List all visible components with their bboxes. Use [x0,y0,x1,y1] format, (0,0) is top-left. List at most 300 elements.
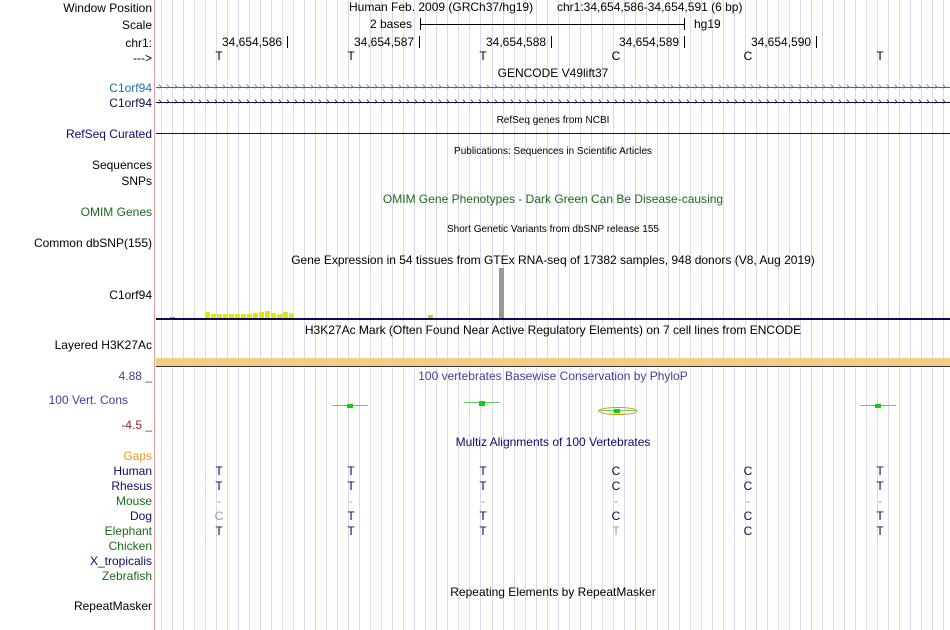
dbsnp-track-title: Short Genetic Variants from dbSNP release 155 [447,224,659,235]
strand-arrow-icon: › [806,81,810,92]
strand-arrow-icon: › [726,96,730,107]
strand-arrow-icon: › [414,96,418,107]
strand-arrow-icon: › [246,96,250,107]
strand-arrow-icon: › [902,81,906,92]
strand-arrow-icon: › [254,96,258,107]
strand-arrow-icon: › [750,96,754,107]
strand-arrow-icon: › [846,96,850,107]
gencode-track-title: GENCODE V49lift37 [497,66,609,80]
omim-track-label[interactable]: OMIM Genes [80,205,152,219]
strand-arrow-icon: › [822,81,826,92]
grid-line [436,0,437,630]
grid-line [646,0,650,630]
gtex-bar[interactable] [499,268,504,318]
multiz-base: - [746,494,750,508]
strand-arrow-icon: › [598,96,602,107]
strand-arrow-icon: › [550,81,554,92]
strand-arrow-icon: › [366,81,370,92]
grid-line [789,0,790,630]
publications-track-title: Publications: Sequences in Scientific Articles [454,146,652,157]
strand-arrow-icon: › [294,81,298,92]
strand-arrow-icon: › [758,81,762,92]
strand-arrow-icon: › [774,81,778,92]
multiz-base: - [217,494,221,508]
strand-arrow-icon: › [894,96,898,107]
strand-arrow-icon: › [918,81,922,92]
strand-arrow-icon: › [454,81,458,92]
scale-text: 2 bases [370,17,413,31]
strand-arrow-icon: › [214,81,218,92]
strand-arrow-icon: › [326,81,330,92]
strand-arrow-icon: › [758,96,762,107]
strand-arrow-icon: › [254,81,258,92]
strand-arrow-icon: › [182,81,186,92]
phylop-track-label[interactable]: 100 Vert. Cons [48,393,128,407]
reference-base: T [347,49,355,63]
strand-arrow-icon: › [614,96,618,107]
grid-line [921,0,922,630]
multiz-base: - [614,494,618,508]
strand-arrow-icon: › [718,81,722,92]
phylop-score-mark[interactable] [347,404,353,408]
strand-arrow-icon: › [430,96,434,107]
grid-line [767,0,768,630]
coordinate-tick [419,36,420,48]
grid-line [304,0,305,630]
strand-arrow-icon: › [678,81,682,92]
track-left-border [154,0,155,630]
multiz-base: T [876,479,884,493]
strand-arrow-icon: › [246,81,250,92]
strand-arrow-icon: › [190,96,194,107]
coordinate-tick [551,36,552,48]
strand-arrow-icon: › [422,96,426,107]
strand-arrow-icon: › [646,81,650,92]
grid-line [392,0,393,630]
strand-arrow-icon: › [438,96,442,107]
coordinate-label: 34,654,588 [486,35,547,49]
grid-line [326,0,330,630]
strand-arrow-icon: › [630,96,634,107]
strand-arrow-icon: › [926,81,930,92]
strand-arrow-icon: › [654,81,658,92]
refseq-track-label[interactable]: RefSeq Curated [65,127,152,141]
strand-arrow-icon: › [158,96,162,107]
phylop-negative-outline [598,407,638,415]
strand-arrow-icon: › [534,96,538,107]
strand-arrow-icon: › [878,81,882,92]
strand-arrow-icon: › [814,96,818,107]
window-position-label: Window Position [63,1,152,15]
strand-arrow-icon: › [526,81,530,92]
grid-line [899,0,900,630]
strand-arrow-icon: › [470,96,474,107]
strand-arrow-icon: › [718,96,722,107]
multiz-base: C [743,464,753,478]
multiz-base: T [876,524,884,538]
grid-line [668,0,669,630]
grid-line [635,0,636,630]
strand-arrow-icon: › [390,96,394,107]
grid-line [558,0,562,630]
strand-arrow-icon: › [334,81,338,92]
multiz-base: C [743,509,753,523]
grid-line [866,0,867,630]
strand-label: ---> [133,51,152,65]
strand-arrow-icon: › [862,96,866,107]
strand-arrow-icon: › [894,81,898,92]
strand-arrow-icon: › [438,81,442,92]
reference-base: T [479,49,487,63]
multiz-base: - [349,494,353,508]
strand-arrow-icon: › [358,96,362,107]
strand-arrow-icon: › [598,81,602,92]
strand-arrow-icon: › [486,96,490,107]
grid-line [844,0,845,630]
grid-line [943,0,944,630]
strand-arrow-icon: › [318,96,322,107]
phylop-score-mark[interactable] [479,401,485,406]
strand-arrow-icon: › [590,81,594,92]
grid-line [525,0,526,630]
strand-arrow-icon: › [446,96,450,107]
strand-arrow-icon: › [574,81,578,92]
coordinate-tick [684,36,685,48]
reference-base: T [876,49,884,63]
grid-line [370,0,371,630]
multiz-base: C [214,509,224,523]
strand-arrow-icon: › [870,81,874,92]
grid-line [315,0,316,630]
strand-arrow-icon: › [838,96,842,107]
strand-arrow-icon: › [910,81,914,92]
strand-arrow-icon: › [190,81,194,92]
strand-arrow-icon: › [318,81,322,92]
strand-arrow-icon: › [230,81,234,92]
strand-arrow-icon: › [270,96,274,107]
strand-arrow-icon: › [198,81,202,92]
multiz-species-label[interactable]: Dog [129,509,152,523]
multiz-base: T [215,464,223,478]
strand-arrow-icon: › [726,81,730,92]
strand-arrow-icon: › [838,81,842,92]
multiz-species-label[interactable]: X_tropicalis [89,554,152,568]
position-range: chr1:34,654,586-34,654,591 (6 bp) [557,0,743,14]
strand-arrow-icon: › [310,96,314,107]
multiz-base: T [612,524,620,538]
gtex-track-label[interactable]: C1orf94 [109,288,152,302]
strand-arrow-icon: › [926,96,930,107]
grid-line [855,0,856,630]
omim-track-title: OMIM Gene Phenotypes - Dark Green Can Be Disease-causing [382,192,724,206]
gencode-transcript-2[interactable] [156,96,950,107]
strand-arrow-icon: › [286,96,290,107]
strand-arrow-icon: › [390,81,394,92]
strand-arrow-icon: › [478,96,482,107]
strand-arrow-icon: › [502,81,506,92]
h3k27ac-baseline [156,366,950,367]
strand-arrow-icon: › [510,81,514,92]
strand-arrow-icon: › [302,96,306,107]
strand-arrow-icon: › [206,96,210,107]
strand-arrow-icon: › [694,81,698,92]
strand-arrow-icon: › [478,81,482,92]
grid-line [359,0,360,630]
strand-arrow-icon: › [462,96,466,107]
strand-arrow-icon: › [782,96,786,107]
strand-arrow-icon: › [942,81,946,92]
grid-line [591,0,592,630]
multiz-species-label[interactable]: Rhesus [111,479,152,493]
chrom-label: chr1: [125,36,152,50]
coordinate-label: 34,654,587 [354,35,415,49]
multiz-base: T [876,509,884,523]
strand-arrow-icon: › [446,81,450,92]
strand-arrow-icon: › [414,81,418,92]
strand-arrow-icon: › [526,96,530,107]
grid-line [172,0,173,630]
grid-line [723,0,724,630]
strand-arrow-icon: › [398,96,402,107]
strand-arrow-icon: › [286,81,290,92]
strand-arrow-icon: › [406,81,410,92]
gtex-track-title: Gene Expression in 54 tissues from GTEx RNA-seq of 17382 samples, 948 donors (V8, Aug 2019) [291,253,815,267]
coordinate-tick [287,36,288,48]
dbsnp-track-label[interactable]: Common dbSNP(155) [33,236,152,250]
refseq-gene-line[interactable] [156,133,950,134]
h3k27ac-track-label[interactable]: Layered H3K27Ac [54,338,152,352]
scale-label: Scale [121,18,152,32]
strand-arrow-icon: › [862,81,866,92]
strand-arrow-icon: › [854,96,858,107]
multiz-species-label[interactable]: Zebrafish [101,569,152,583]
gencode-transcript-1[interactable] [156,81,950,92]
strand-arrow-icon: › [742,96,746,107]
strand-arrow-icon: › [710,81,714,92]
grid-line [469,0,470,630]
coordinate-label: 34,654,589 [619,35,680,49]
strand-arrow-icon: › [702,81,706,92]
strand-arrow-icon: › [238,81,242,92]
strand-arrow-icon: › [558,81,562,92]
strand-arrow-icon: › [238,96,242,107]
strand-arrow-icon: › [686,81,690,92]
strand-arrow-icon: › [662,96,666,107]
grid-line [778,0,779,630]
strand-arrow-icon: › [326,96,330,107]
strand-arrow-icon: › [350,81,354,92]
strand-arrow-icon: › [742,81,746,92]
multiz-base: T [215,524,223,538]
grid-line [580,0,581,630]
strand-arrow-icon: › [782,81,786,92]
gencode-row-label-1[interactable]: C1orf94 [109,81,152,95]
strand-arrow-icon: › [790,96,794,107]
strand-arrow-icon: › [222,81,226,92]
strand-arrow-icon: › [566,81,570,92]
grid-line [447,0,448,630]
strand-arrow-icon: › [854,81,858,92]
strand-arrow-icon: › [662,81,666,92]
strand-arrow-icon: › [398,81,402,92]
strand-arrow-icon: › [638,96,642,107]
strand-arrow-icon: › [822,96,826,107]
assembly-title: Human Feb. 2009 (GRCh37/hg19) [349,0,534,14]
strand-arrow-icon: › [910,96,914,107]
strand-arrow-icon: › [942,96,946,107]
grid-line [888,0,889,630]
grid-line [403,0,404,630]
strand-arrow-icon: › [734,81,738,92]
strand-arrow-icon: › [454,96,458,107]
strand-arrow-icon: › [806,96,810,107]
strand-arrow-icon: › [174,96,178,107]
strand-arrow-icon: › [294,96,298,107]
grid-line [337,0,338,630]
multiz-gaps-label: Gaps [123,449,152,463]
multiz-base: T [876,464,884,478]
strand-arrow-icon: › [470,81,474,92]
strand-arrow-icon: › [374,96,378,107]
strand-arrow-icon: › [542,81,546,92]
reference-base: C [611,49,621,63]
grid-line [414,0,418,630]
grid-line [569,0,570,630]
multiz-base: T [347,524,355,538]
multiz-base: T [479,524,487,538]
strand-arrow-icon: › [606,81,610,92]
h3k27ac-signal-band[interactable] [156,358,950,366]
strand-arrow-icon: › [590,96,594,107]
strand-arrow-icon: › [214,96,218,107]
strand-arrow-icon: › [646,96,650,107]
strand-arrow-icon: › [174,81,178,92]
grid-line [161,0,162,630]
strand-arrow-icon: › [350,96,354,107]
strand-arrow-icon: › [670,81,674,92]
grid-line [657,0,658,630]
publications-sequences-label[interactable]: Sequences [91,158,152,172]
repeatmasker-track-title: Repeating Elements by RepeatMasker [450,585,656,599]
strand-arrow-icon: › [534,81,538,92]
strand-arrow-icon: › [558,96,562,107]
reference-base: T [215,49,223,63]
reference-base: C [743,49,753,63]
grid-line [756,0,757,630]
strand-arrow-icon: › [654,96,658,107]
strand-arrow-icon: › [270,81,274,92]
multiz-base: C [743,524,753,538]
strand-arrow-icon: › [182,96,186,107]
strand-arrow-icon: › [262,81,266,92]
grid-line [492,0,493,630]
strand-arrow-icon: › [766,96,770,107]
scale-db: hg19 [694,17,721,31]
strand-arrow-icon: › [886,96,890,107]
strand-arrow-icon: › [334,96,338,107]
multiz-base: C [743,479,753,493]
strand-arrow-icon: › [382,96,386,107]
strand-arrow-icon: › [222,96,226,107]
strand-arrow-icon: › [694,96,698,107]
strand-arrow-icon: › [302,81,306,92]
grid-line [734,0,738,630]
strand-arrow-icon: › [774,96,778,107]
strand-arrow-icon: › [166,96,170,107]
multiz-species-label[interactable]: Elephant [104,524,152,538]
grid-line [602,0,603,630]
strand-arrow-icon: › [406,96,410,107]
refseq-track-title: RefSeq genes from NCBI [496,115,610,126]
grid-line [547,0,548,630]
publications-snps-label[interactable]: SNPs [121,174,152,188]
strand-arrow-icon: › [790,81,794,92]
multiz-species-label[interactable]: Human [113,464,152,478]
strand-arrow-icon: › [582,81,586,92]
strand-arrow-icon: › [158,81,162,92]
strand-arrow-icon: › [382,81,386,92]
multiz-base: C [611,479,621,493]
multiz-species-label[interactable]: Mouse [115,494,152,508]
h3k27ac-track-title: H3K27Ac Mark (Often Found Near Active Regulatory Elements) on 7 cell lines from ENCODE [304,323,802,337]
strand-arrow-icon: › [798,81,802,92]
multiz-base: C [611,464,621,478]
strand-arrow-icon: › [574,96,578,107]
strand-arrow-icon: › [710,96,714,107]
strand-arrow-icon: › [374,81,378,92]
grid-line [194,0,195,630]
phylop-track-title: 100 vertebrates Basewise Conservation by PhyloP [418,369,688,383]
strand-arrow-icon: › [462,81,466,92]
gtex-baseline [156,318,950,320]
grid-line [910,0,914,630]
strand-arrow-icon: › [734,96,738,107]
gtex-bar[interactable] [265,311,270,318]
strand-arrow-icon: › [358,81,362,92]
strand-arrow-icon: › [422,81,426,92]
phylop-score-mark[interactable] [875,404,881,408]
strand-arrow-icon: › [750,81,754,92]
strand-arrow-icon: › [798,96,802,107]
strand-arrow-icon: › [918,96,922,107]
multiz-base: T [479,509,487,523]
phylop-max-label: 4.88 _ [118,369,152,383]
strand-arrow-icon: › [614,81,618,92]
multiz-base: T [347,464,355,478]
strand-arrow-icon: › [702,96,706,107]
multiz-species-label[interactable]: Chicken [108,539,152,553]
strand-arrow-icon: › [366,96,370,107]
gencode-row-label-2[interactable]: C1orf94 [109,96,152,110]
strand-arrow-icon: › [934,81,938,92]
strand-arrow-icon: › [886,81,890,92]
multiz-base: T [479,479,487,493]
grid-line [690,0,691,630]
strand-arrow-icon: › [902,96,906,107]
grid-line [425,0,426,630]
strand-arrow-icon: › [846,81,850,92]
multiz-base: C [611,509,621,523]
repeatmasker-track-label[interactable]: RepeatMasker [73,599,152,613]
strand-arrow-icon: › [678,96,682,107]
strand-arrow-icon: › [310,81,314,92]
multiz-base: T [347,509,355,523]
strand-arrow-icon: › [550,96,554,107]
strand-arrow-icon: › [502,96,506,107]
multiz-base: T [479,464,487,478]
grid-line [932,0,933,630]
multiz-base: - [878,494,882,508]
